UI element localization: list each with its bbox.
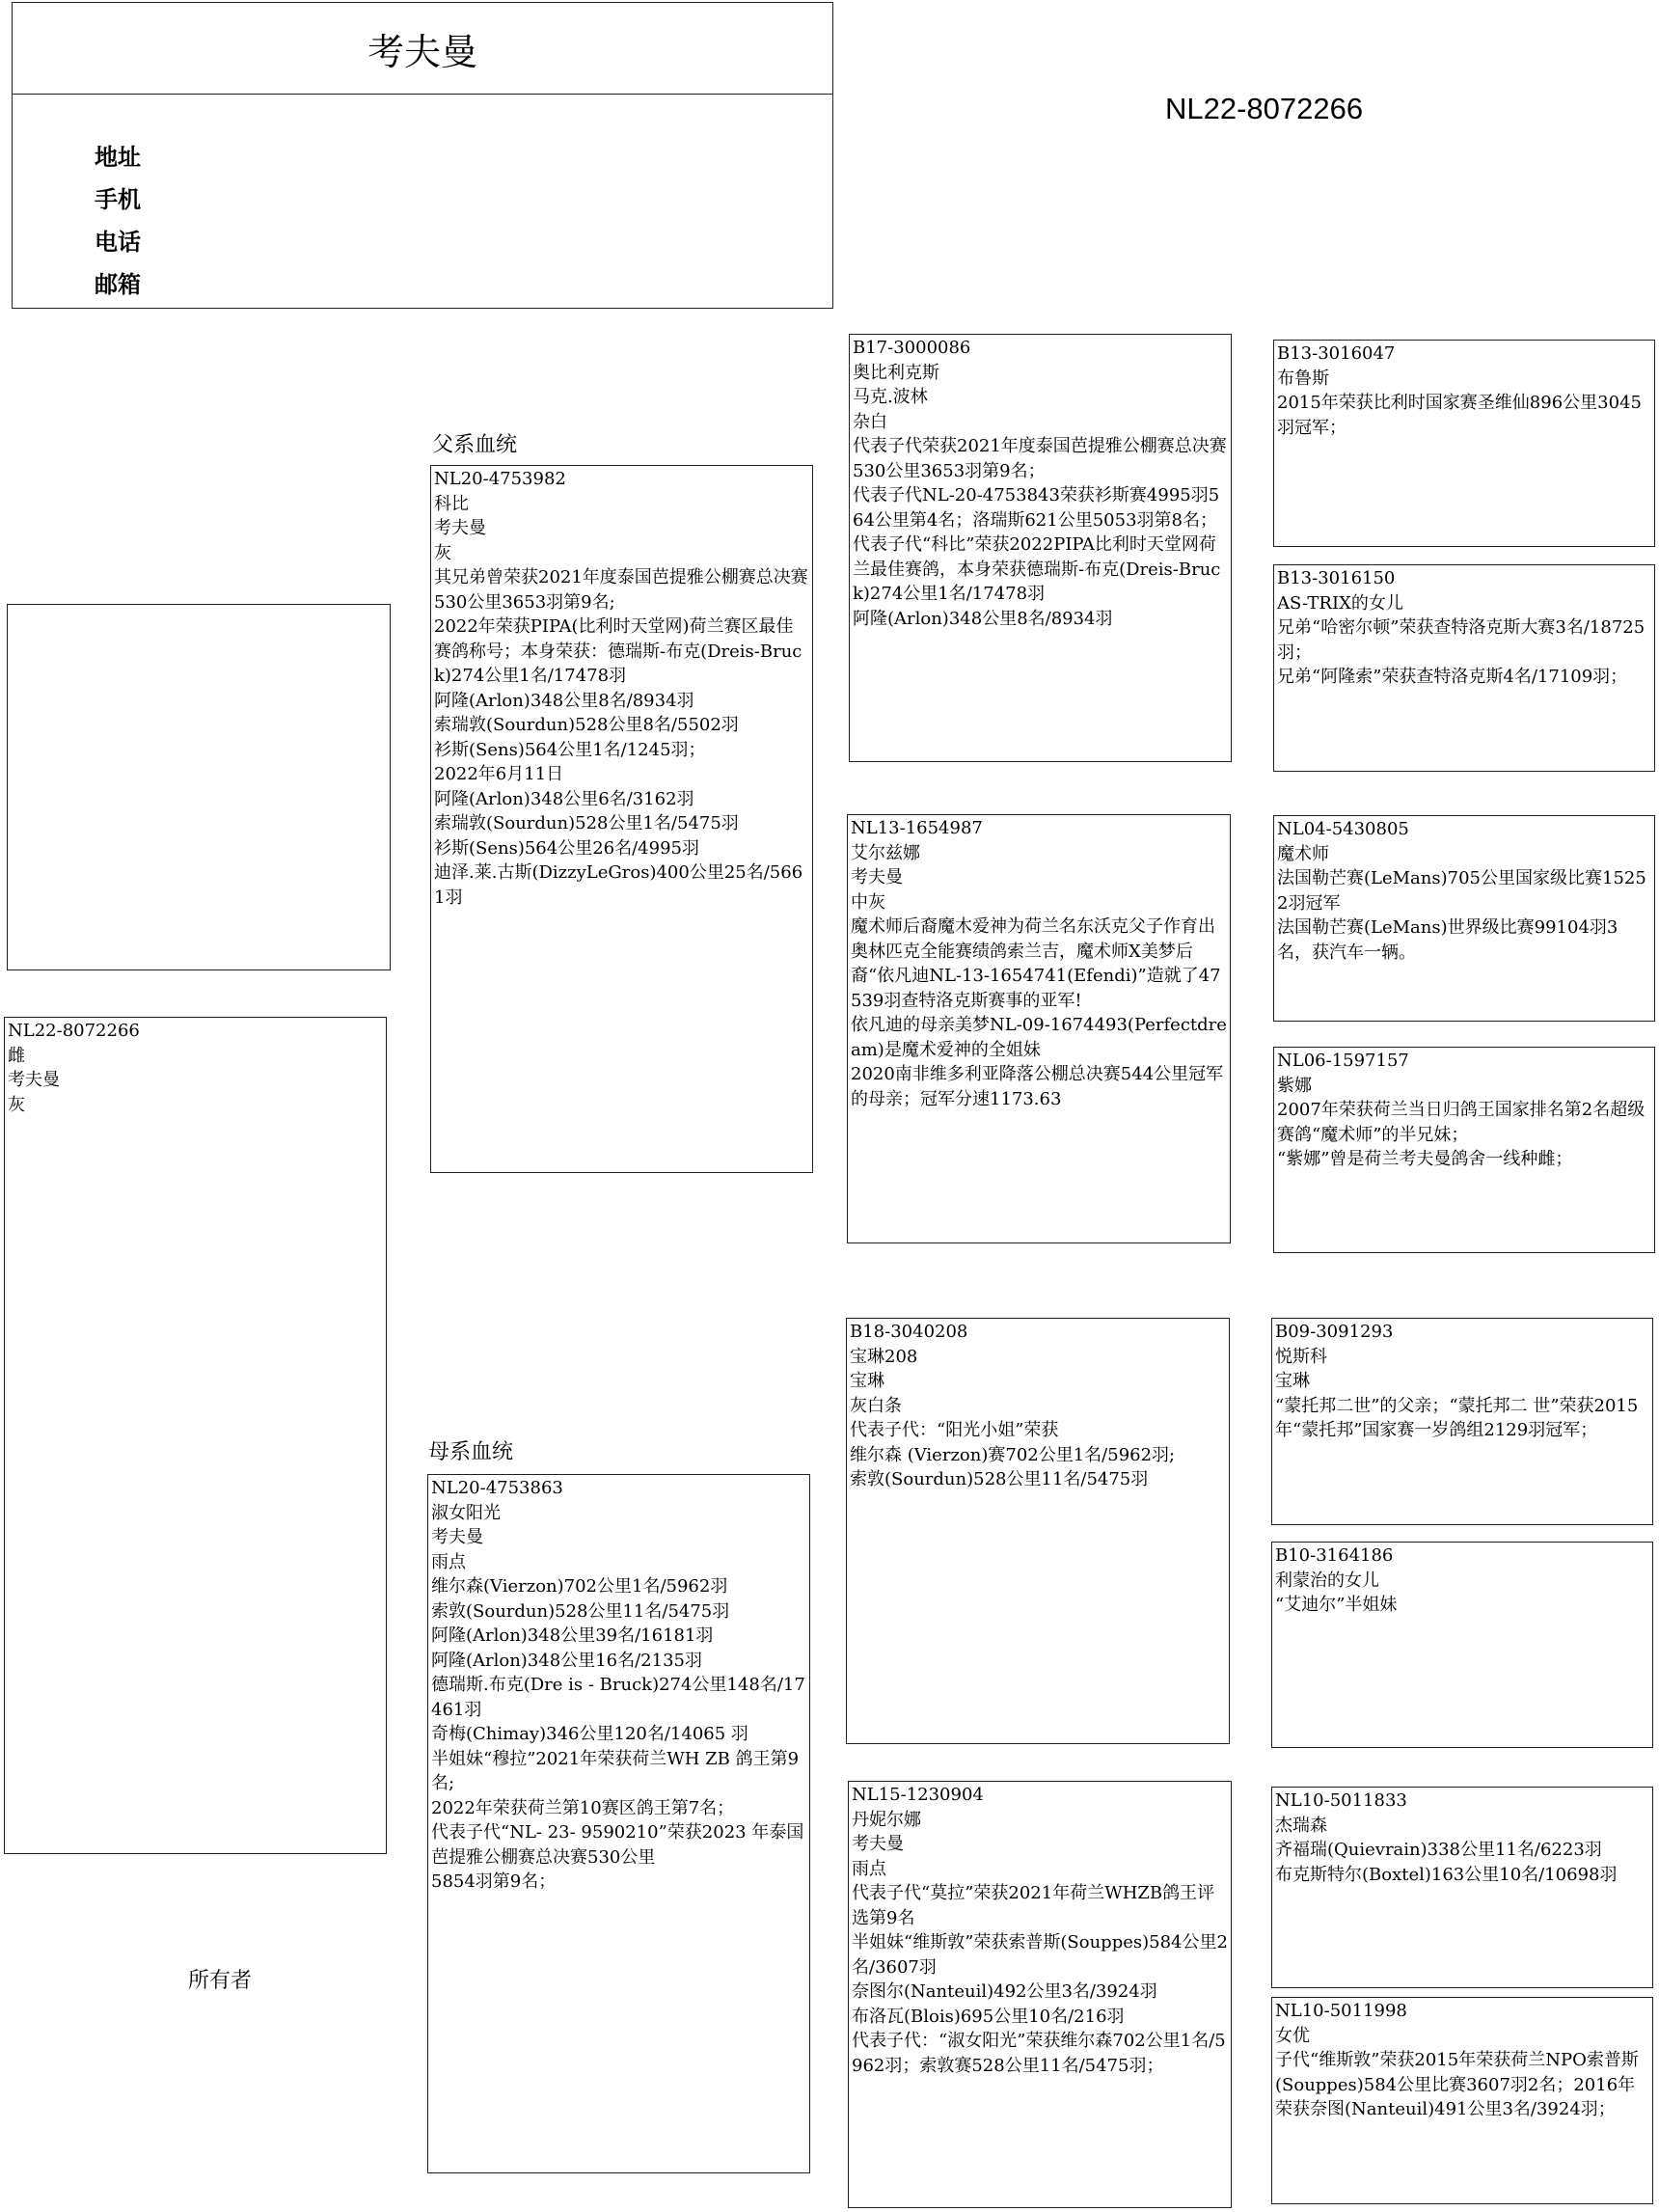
great-grandparent-8-card	[1271, 1997, 1653, 2204]
paternal-grandsire-card	[849, 334, 1232, 762]
pedigree-line: 阿隆(Arlon)348公里8名/8934羽	[434, 690, 694, 711]
pedigree-line: 阿隆(Arlon)348公里6名/3162羽	[434, 788, 694, 809]
pedigree-line: 雌	[8, 1045, 25, 1066]
ring-number: NL06-1597157	[1277, 1051, 1409, 1071]
pedigree-line: 魔术师后裔魔木爱神为荷兰名东沃克父子作育出奥林匹克全能赛绩鸽索兰吉，魔术师X美梦后裔“依凡迪NL-13-1654741(Efendi)”造就了47539羽查特洛克斯赛事的亚军!	[851, 916, 1221, 1011]
pedigree-line: 雨点	[852, 1858, 886, 1879]
great-grandparent-2-card	[1273, 564, 1655, 772]
pedigree-line: 5854羽第9名；	[431, 1871, 557, 1892]
pedigree-line: 奥比利克斯	[853, 362, 939, 383]
owner-header-box	[12, 2, 833, 309]
email-label: 邮箱	[95, 271, 141, 298]
pedigree-line: 利蒙治的女儿	[1275, 1570, 1379, 1591]
pedigree-line: 女优	[1275, 2025, 1310, 2046]
pedigree-line: 杂白	[853, 411, 887, 432]
pedigree-line: 灰白条	[850, 1395, 902, 1416]
ring-number: NL22-8072266	[8, 1021, 140, 1041]
ring-number: NL13-1654987	[851, 818, 983, 838]
pedigree-line: 杰瑞森	[1275, 1815, 1327, 1836]
pedigree-line: 迪泽.莱.古斯(DizzyLeGros)400公里25名/5661羽	[434, 862, 803, 908]
pedigree-line: 淑女阳光	[431, 1502, 501, 1523]
ring-number: NL15-1230904	[852, 1785, 984, 1805]
pedigree-line: 索敦(Sourdun)528公里11名/5475羽	[850, 1469, 1149, 1489]
pedigree-line: 阿隆(Arlon)348公里39名/16181羽	[431, 1625, 714, 1646]
great-grandparent-3-card	[1273, 815, 1655, 1022]
great-grandparent-6-card	[1271, 1542, 1653, 1748]
pedigree-line: 索瑞敦(Sourdun)528公里8名/5502羽	[434, 715, 739, 735]
pedigree-line: 艾尔兹娜	[851, 842, 920, 863]
pedigree-line: 布洛瓦(Blois)695公里10名/216羽	[852, 2006, 1125, 2027]
pedigree-line: 考夫曼	[8, 1070, 60, 1090]
pedigree-line: 半姐妹“维斯敦”荣获索普斯(Souppes)584公里2名/3607羽	[852, 1932, 1228, 1978]
ring-number: B17-3000086	[853, 338, 971, 358]
dam-line-label: 母系血统	[428, 1440, 514, 1464]
owner-label: 所有者	[188, 1969, 253, 1993]
photo-frame	[7, 604, 391, 970]
great-grandparent-7-card	[1271, 1787, 1653, 1988]
sire-card	[430, 465, 813, 1173]
pedigree-line: 科比	[434, 493, 469, 514]
pedigree-line: 代表子代：“阳光小姐”荣获	[850, 1420, 1059, 1440]
pedigree-line: 阿隆(Arlon)348公里8名/8934羽	[853, 608, 1113, 629]
pedigree-line: 代表子代“科比”荣获2022PIPA比利时天堂网荷兰最佳赛鸽，本身荣获德瑞斯-布克(Dreis-Bruck)274公里1名/17478羽	[853, 534, 1221, 604]
ring-number: B13-3016150	[1277, 568, 1396, 588]
pedigree-line: 宝琳	[1275, 1371, 1310, 1391]
pedigree-line: 法国勒芒赛(LeMans)世界级比赛99104羽3名，获汽车一辆。	[1277, 917, 1618, 963]
pedigree-line: 2022年6月11日	[434, 764, 564, 784]
ring-number: B13-3016047	[1277, 343, 1396, 364]
pedigree-line: 布克斯特尔(Boxtel)163公里10名/10698羽	[1275, 1864, 1618, 1885]
pedigree-line: “紫娜”曾是荷兰考夫曼鸽舍一线种雌；	[1277, 1149, 1573, 1169]
pedigree-line: 2015年荣获比利时国家赛圣维仙896公里3045羽冠军；	[1277, 393, 1642, 438]
pedigree-line: 索敦(Sourdun)528公里11名/5475羽	[431, 1600, 730, 1622]
pedigree-line: 中灰	[851, 891, 885, 913]
pedigree-line: “蒙托邦二世”的父亲；“蒙托邦二 世”荣获2015年“蒙托邦”国家赛一岁鸽组2129羽冠军；	[1275, 1395, 1639, 1440]
pedigree-line: 雨点	[431, 1551, 466, 1572]
great-grandparent-4-card	[1273, 1047, 1655, 1253]
pedigree-line: 代表子代荣获2021年度泰国芭提雅公棚赛总决赛530公里3653羽第9名；	[853, 436, 1227, 481]
ring-number: NL10-5011998	[1275, 2001, 1407, 2021]
pedigree-line: 其兄弟曾荣获2021年度泰国芭提雅公棚赛总决赛530公里3653羽第9名;	[434, 567, 808, 613]
pedigree-line: 魔术师	[1277, 843, 1329, 864]
sire-line-label: 父系血统	[432, 433, 518, 457]
pedigree-line: 子代“维斯敦”荣获2015年荣获荷兰NPO索普斯(Souppes)584公里比赛3607羽2名；2016年荣获奈图(Nanteuil)491公里3名/3924羽；	[1275, 2050, 1639, 2119]
pedigree-line: 灰	[8, 1094, 25, 1115]
pedigree-line: 代表子代：“淑女阳光”荣获维尔森702公里1名/5962羽；索敦赛528公里11名/5475羽；	[852, 2031, 1226, 2076]
pedigree-line: 考夫曼	[434, 518, 486, 538]
pedigree-line: 兄弟“阿隆索”荣获查特洛克斯4名/17109羽；	[1277, 667, 1628, 687]
pedigree-line: AS-TRIX的女儿	[1277, 592, 1403, 614]
pedigree-line: 衫斯(Sens)564公里1名/1245羽；	[434, 739, 706, 760]
pedigree-line: 法国勒芒赛(LeMans)705公里国家级比赛15252羽冠军	[1277, 868, 1646, 914]
pedigree-line: 2022年荣获PIPA(比利时天堂网)荷兰赛区最佳赛鸽称号；本身荣获：德瑞斯-布克(Dreis-Bruck)274公里1名/17478羽	[434, 616, 802, 686]
mobile-label: 手机	[95, 186, 141, 213]
pedigree-line: 考夫曼	[852, 1834, 904, 1854]
ring-number: B18-3040208	[850, 1322, 968, 1342]
ring-number: NL10-5011833	[1275, 1790, 1407, 1811]
ring-number: NL20-4753982	[434, 469, 566, 489]
pedigree-line: 2022年荣获荷兰第10赛区鸽王第7名；	[431, 1797, 735, 1818]
ring-number-heading: NL22-8072266	[1165, 92, 1364, 125]
pedigree-line: 依凡迪的母亲美梦NL-09-1674493(Perfectdream)是魔术爱神的全姐妹	[851, 1015, 1227, 1060]
pedigree-line: 兄弟“哈密尔顿”荣获查特洛克斯大赛3名/18725羽；	[1277, 617, 1645, 663]
pedigree-line: 齐福瑞(Quievrain)338公里11名/6223羽	[1275, 1840, 1602, 1860]
pedigree-line: 紫娜	[1277, 1075, 1312, 1096]
pedigree-line: “艾迪尔”半姐妹	[1275, 1595, 1398, 1615]
great-grandparent-1-card	[1273, 340, 1655, 547]
pedigree-line: 2020南非维多利亚降落公棚总决赛544公里冠军的母亲；冠军分速1173.63	[851, 1064, 1224, 1109]
great-grandparent-5-card	[1271, 1318, 1653, 1525]
pedigree-line: 衫斯(Sens)564公里26名/4995羽	[434, 837, 699, 859]
pedigree-line: 奈图尔(Nanteuil)492公里3名/3924羽	[852, 1981, 1157, 2002]
pedigree-line: 奇梅(Chimay)346公里120名/14065 羽	[431, 1724, 748, 1744]
pedigree-line: 悦斯科	[1275, 1346, 1327, 1367]
pedigree-line: 阿隆(Arlon)348公里16名/2135羽	[431, 1650, 702, 1671]
pedigree-line: 宝琳	[850, 1371, 884, 1391]
pedigree-line: 马克.波林	[853, 387, 928, 407]
pedigree-line: 灰	[434, 542, 451, 563]
pedigree-line: 代表子代“莫拉”荣获2021年荷兰WHZB鸽王评选第9名	[852, 1883, 1215, 1928]
maternal-granddam-card	[848, 1781, 1232, 2208]
maternal-grandsire-card	[846, 1318, 1230, 1744]
pedigree-line: 德瑞斯.布克(Dre is - Bruck)274公里148名/17461羽	[431, 1675, 805, 1720]
pedigree-line: 宝琳208	[850, 1346, 918, 1367]
pedigree-line: 维尔森(Vierzon)702公里1名/5962羽	[431, 1576, 728, 1597]
pedigree-line: 代表子代NL-20-4753843荣获衫斯赛4995羽564公里第4名；洛瑞斯621公里5053羽第8名；	[853, 485, 1220, 531]
ring-number: B10-3164186	[1275, 1545, 1394, 1566]
pedigree-line: 布鲁斯	[1277, 368, 1329, 389]
phone-label: 电话	[95, 229, 141, 256]
ring-number: NL04-5430805	[1277, 819, 1409, 839]
pedigree-line: 丹妮尔娜	[852, 1809, 921, 1830]
pedigree-line: 半姐妹“穆拉”2021年荣获荷兰WH ZB 鸽王第9名;	[431, 1748, 800, 1793]
pedigree-line: 2007年荣获荷兰当日归鸽王国家排名第2名超级赛鸽“魔术师”的半兄妹；	[1277, 1100, 1645, 1145]
subject-pigeon-card	[4, 1017, 387, 1854]
ring-number: NL20-4753863	[431, 1478, 563, 1498]
dam-card	[427, 1474, 810, 2173]
pedigree-line: 代表子代“NL- 23- 9590210”荣获2023 年泰国芭提雅公棚赛总决赛530公里	[431, 1822, 804, 1868]
pedigree-line: 维尔森 (Vierzon)赛702公里1名/5962羽;	[850, 1444, 1176, 1465]
pedigree-line: 索瑞敦(Sourdun)528公里1名/5475羽	[434, 813, 739, 833]
ring-number: B09-3091293	[1275, 1322, 1394, 1342]
pedigree-line: 考夫曼	[431, 1527, 483, 1547]
address-label: 地址	[95, 144, 141, 171]
pedigree-line: 考夫曼	[851, 867, 903, 888]
loft-name: 考夫曼	[13, 3, 832, 95]
paternal-granddam-card	[847, 814, 1231, 1243]
